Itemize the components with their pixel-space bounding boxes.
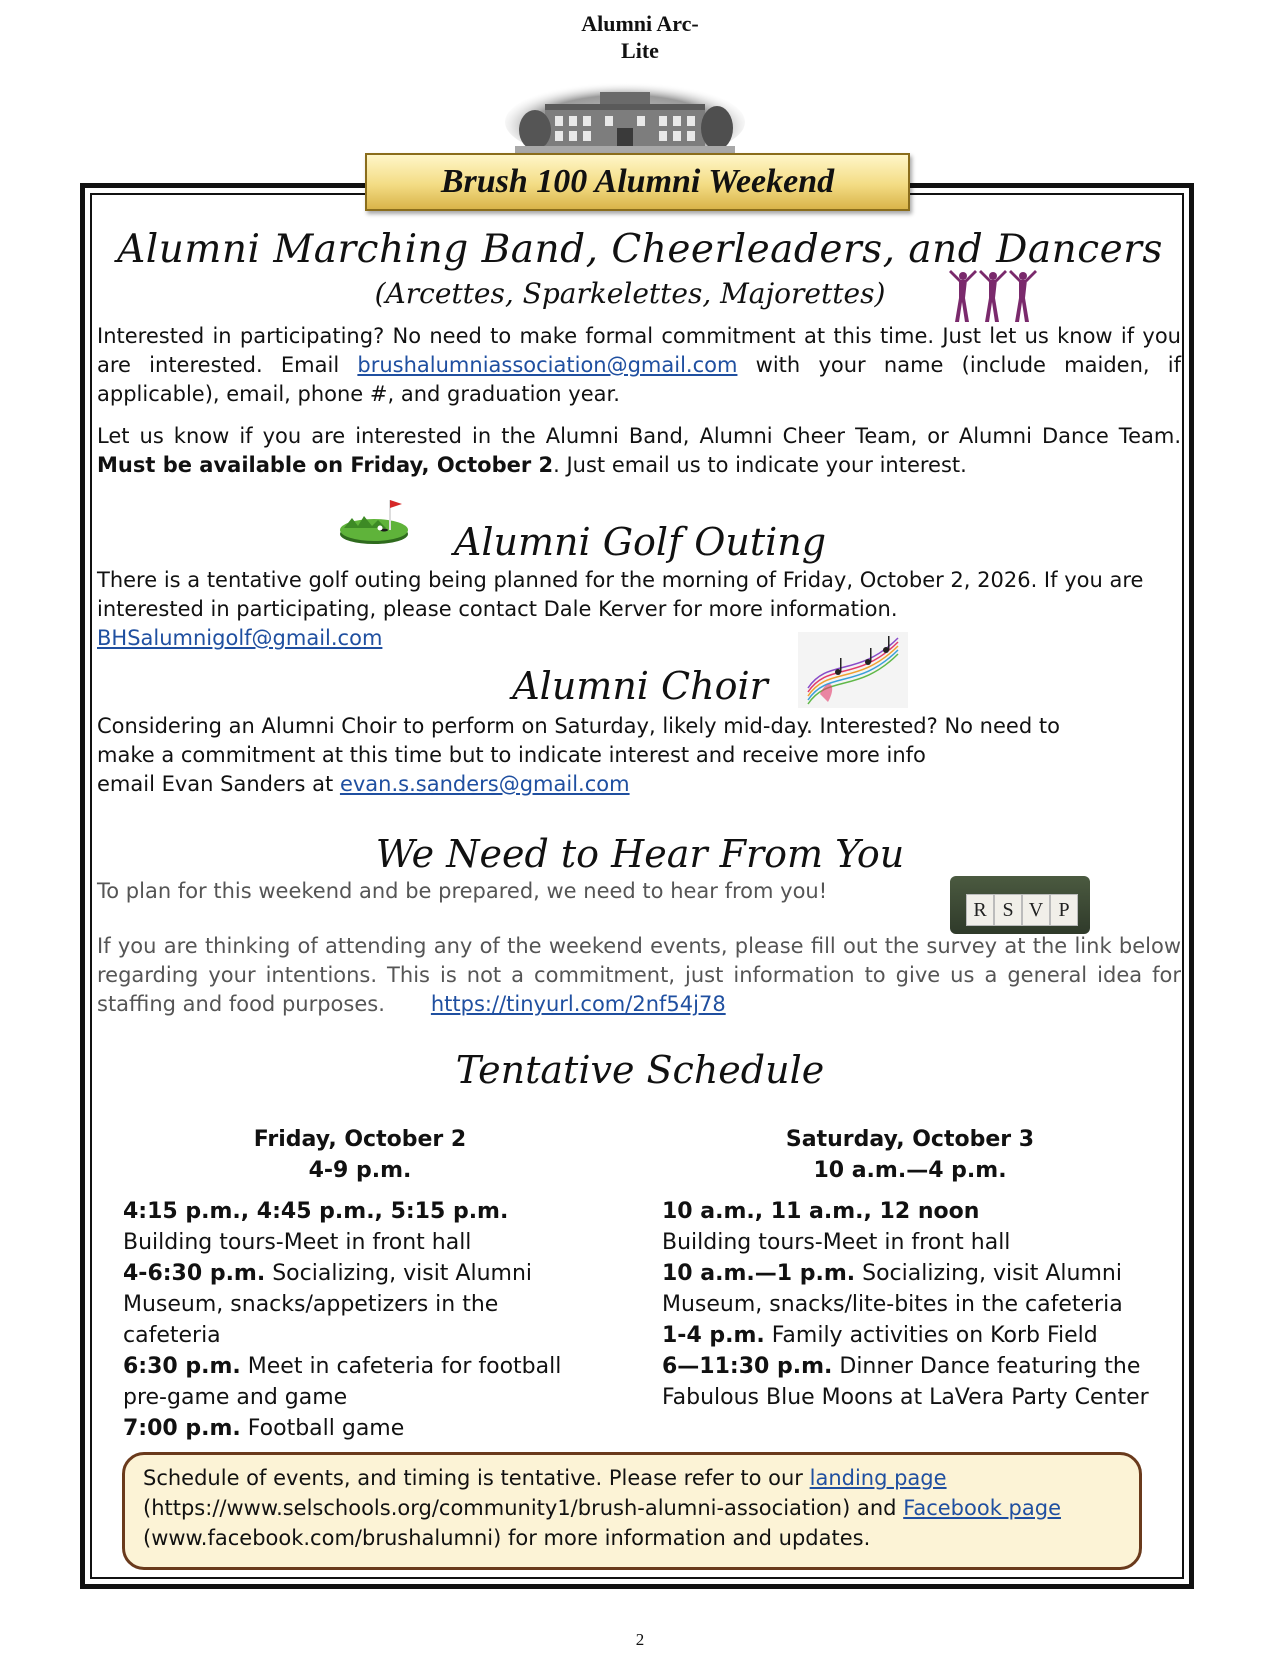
hear-paragraph: If you are thinking of attending any of the weekend events, please fill out the survey at the link below regarding your intentions. This is not a commitment, just information to give us a general idea for staffing and food purposes. https://tinyurl.com/2nf54j78 (97, 934, 1181, 1016)
school-building-image (505, 78, 745, 160)
choir-heading: Alumni Choir (512, 664, 768, 708)
dancers-icon (945, 268, 1040, 324)
band-heading: Alumni Marching Band, Cheerleaders, and Dancers (117, 227, 1163, 272)
saturday-hours: 10 a.m.—4 p.m. (813, 1158, 1007, 1183)
friday-events: 4:15 p.m., 4:45 p.m., 5:15 p.m. Building tours-Meet in front hall 4-6:30 p.m. Socializing, visit Alumni Museum, snacks/appetizers in the cafeteria 6:30 p.m. Meet in cafeteria for football pre-game and game 7:00 p.m. Football game (123, 1196, 578, 1444)
band-email-link[interactable]: brushalumniassociation@gmail.com (357, 353, 738, 377)
band-subheading: (Arcettes, Sparkelettes, Majorettes) (374, 277, 886, 310)
choir-paragraph: Considering an Alumni Choir to perform on Saturday, likely mid-day. Interested? No need to make a commitment at this time but to indicate interest and receive more info email Evan Sanders at evan.s.sanders@gmail.com (97, 714, 1060, 796)
friday-tours: 4:15 p.m., 4:45 p.m., 5:15 p.m. (123, 1199, 509, 1224)
rsvp-letter-v: V (1022, 894, 1050, 926)
saturday-event-3: 1-4 p.m. Family activities on Korb Field (662, 1323, 1098, 1348)
friday-event-4: 7:00 p.m. Football game (123, 1416, 405, 1441)
weekend-banner: Brush 100 Alumni Weekend (365, 153, 910, 211)
golf-email-link[interactable]: BHSalumnigolf@gmail.com (97, 626, 383, 650)
band-paragraph-2: Let us know if you are interested in the Alumni Band, Alumni Cheer Team, or Alumni Dance Team. Must be available on Friday, October 2. Just email us to indicate your interest. (97, 424, 1181, 477)
choir-email-link[interactable]: evan.s.sanders@gmail.com (339, 772, 630, 796)
saturday-day: Saturday, October 3 (785, 1127, 1035, 1152)
friday-event-2: 4-6:30 p.m. Socializing, visit Alumni Museum, snacks/appetizers in the cafeteria (123, 1261, 533, 1348)
friday-event-3: 6:30 p.m. Meet in cafeteria for football pre-game and game (123, 1354, 562, 1410)
schedule-note: Schedule of events, and timing is tentative. Please refer to our landing page (https://www.selschools.org/community1/brush-alumni-association) and Facebook page (www.facebook.com/brushalumni) for more information and updates. (122, 1452, 1142, 1570)
masthead (0, 10, 1280, 64)
rsvp-image (950, 876, 1090, 934)
survey-link[interactable]: https://tinyurl.com/2nf54j78 (430, 992, 726, 1016)
saturday-event-4: 6—11:30 p.m. Dinner Dance featuring the Fabulous Blue Moons at LaVera Party Center (662, 1354, 1149, 1410)
saturday-events: 10 a.m., 11 a.m., 12 noon Building tours-Meet in front hall 10 a.m.—1 p.m. Socializing, visit Alumni Museum, snacks/lite-bites in the cafeteria 1-4 p.m. Family activities on Korb Field 6—11:30 p.m. Dinner Dance featuring the Fabulous Blue Moons at LaVera Party Center (662, 1196, 1172, 1413)
hear-heading: We Need to Hear From You (375, 832, 905, 876)
friday-header (150, 1124, 570, 1186)
rsvp-letter-p: P (1050, 894, 1078, 926)
saturday-header (700, 1124, 1120, 1186)
friday-hours: 4-9 p.m. (308, 1158, 412, 1183)
music-notes-icon (798, 632, 908, 708)
rsvp-letter-r: R (966, 894, 994, 926)
masthead-line1: Alumni Arc- (581, 11, 699, 36)
schedule-heading: Tentative Schedule (455, 1048, 825, 1092)
hear-intro: To plan for this weekend and be prepared, we need to hear from you! (97, 879, 828, 903)
band-paragraph-1: Interested in participating? No need to make formal commitment at this time. Just let us know if you are interested. Email brushalumniassociation@gmail.com with your name (include maiden, if applicable), email, phone #, and graduation year. (97, 324, 1182, 406)
masthead-line2: Lite (621, 38, 659, 63)
page-number: 2 (635, 1630, 645, 1649)
saturday-event-2: 10 a.m.—1 p.m. Socializing, visit Alumni Museum, snacks/lite-bites in the cafeteria (662, 1261, 1123, 1317)
landing-page-link[interactable]: landing page (809, 1466, 947, 1490)
rsvp-letter-s: S (994, 894, 1022, 926)
friday-day: Friday, October 2 (253, 1127, 467, 1152)
facebook-page-link[interactable]: Facebook page (903, 1496, 1061, 1520)
golf-paragraph: There is a tentative golf outing being planned for the morning of Friday, October 2, 2026. If you are interested in participating, please contact Dale Kerver for more information. BHSalumnigolf@gmail.com (97, 568, 1144, 650)
saturday-tours: 10 a.m., 11 a.m., 12 noon (662, 1199, 980, 1224)
golf-heading: Alumni Golf Outing (453, 520, 827, 564)
